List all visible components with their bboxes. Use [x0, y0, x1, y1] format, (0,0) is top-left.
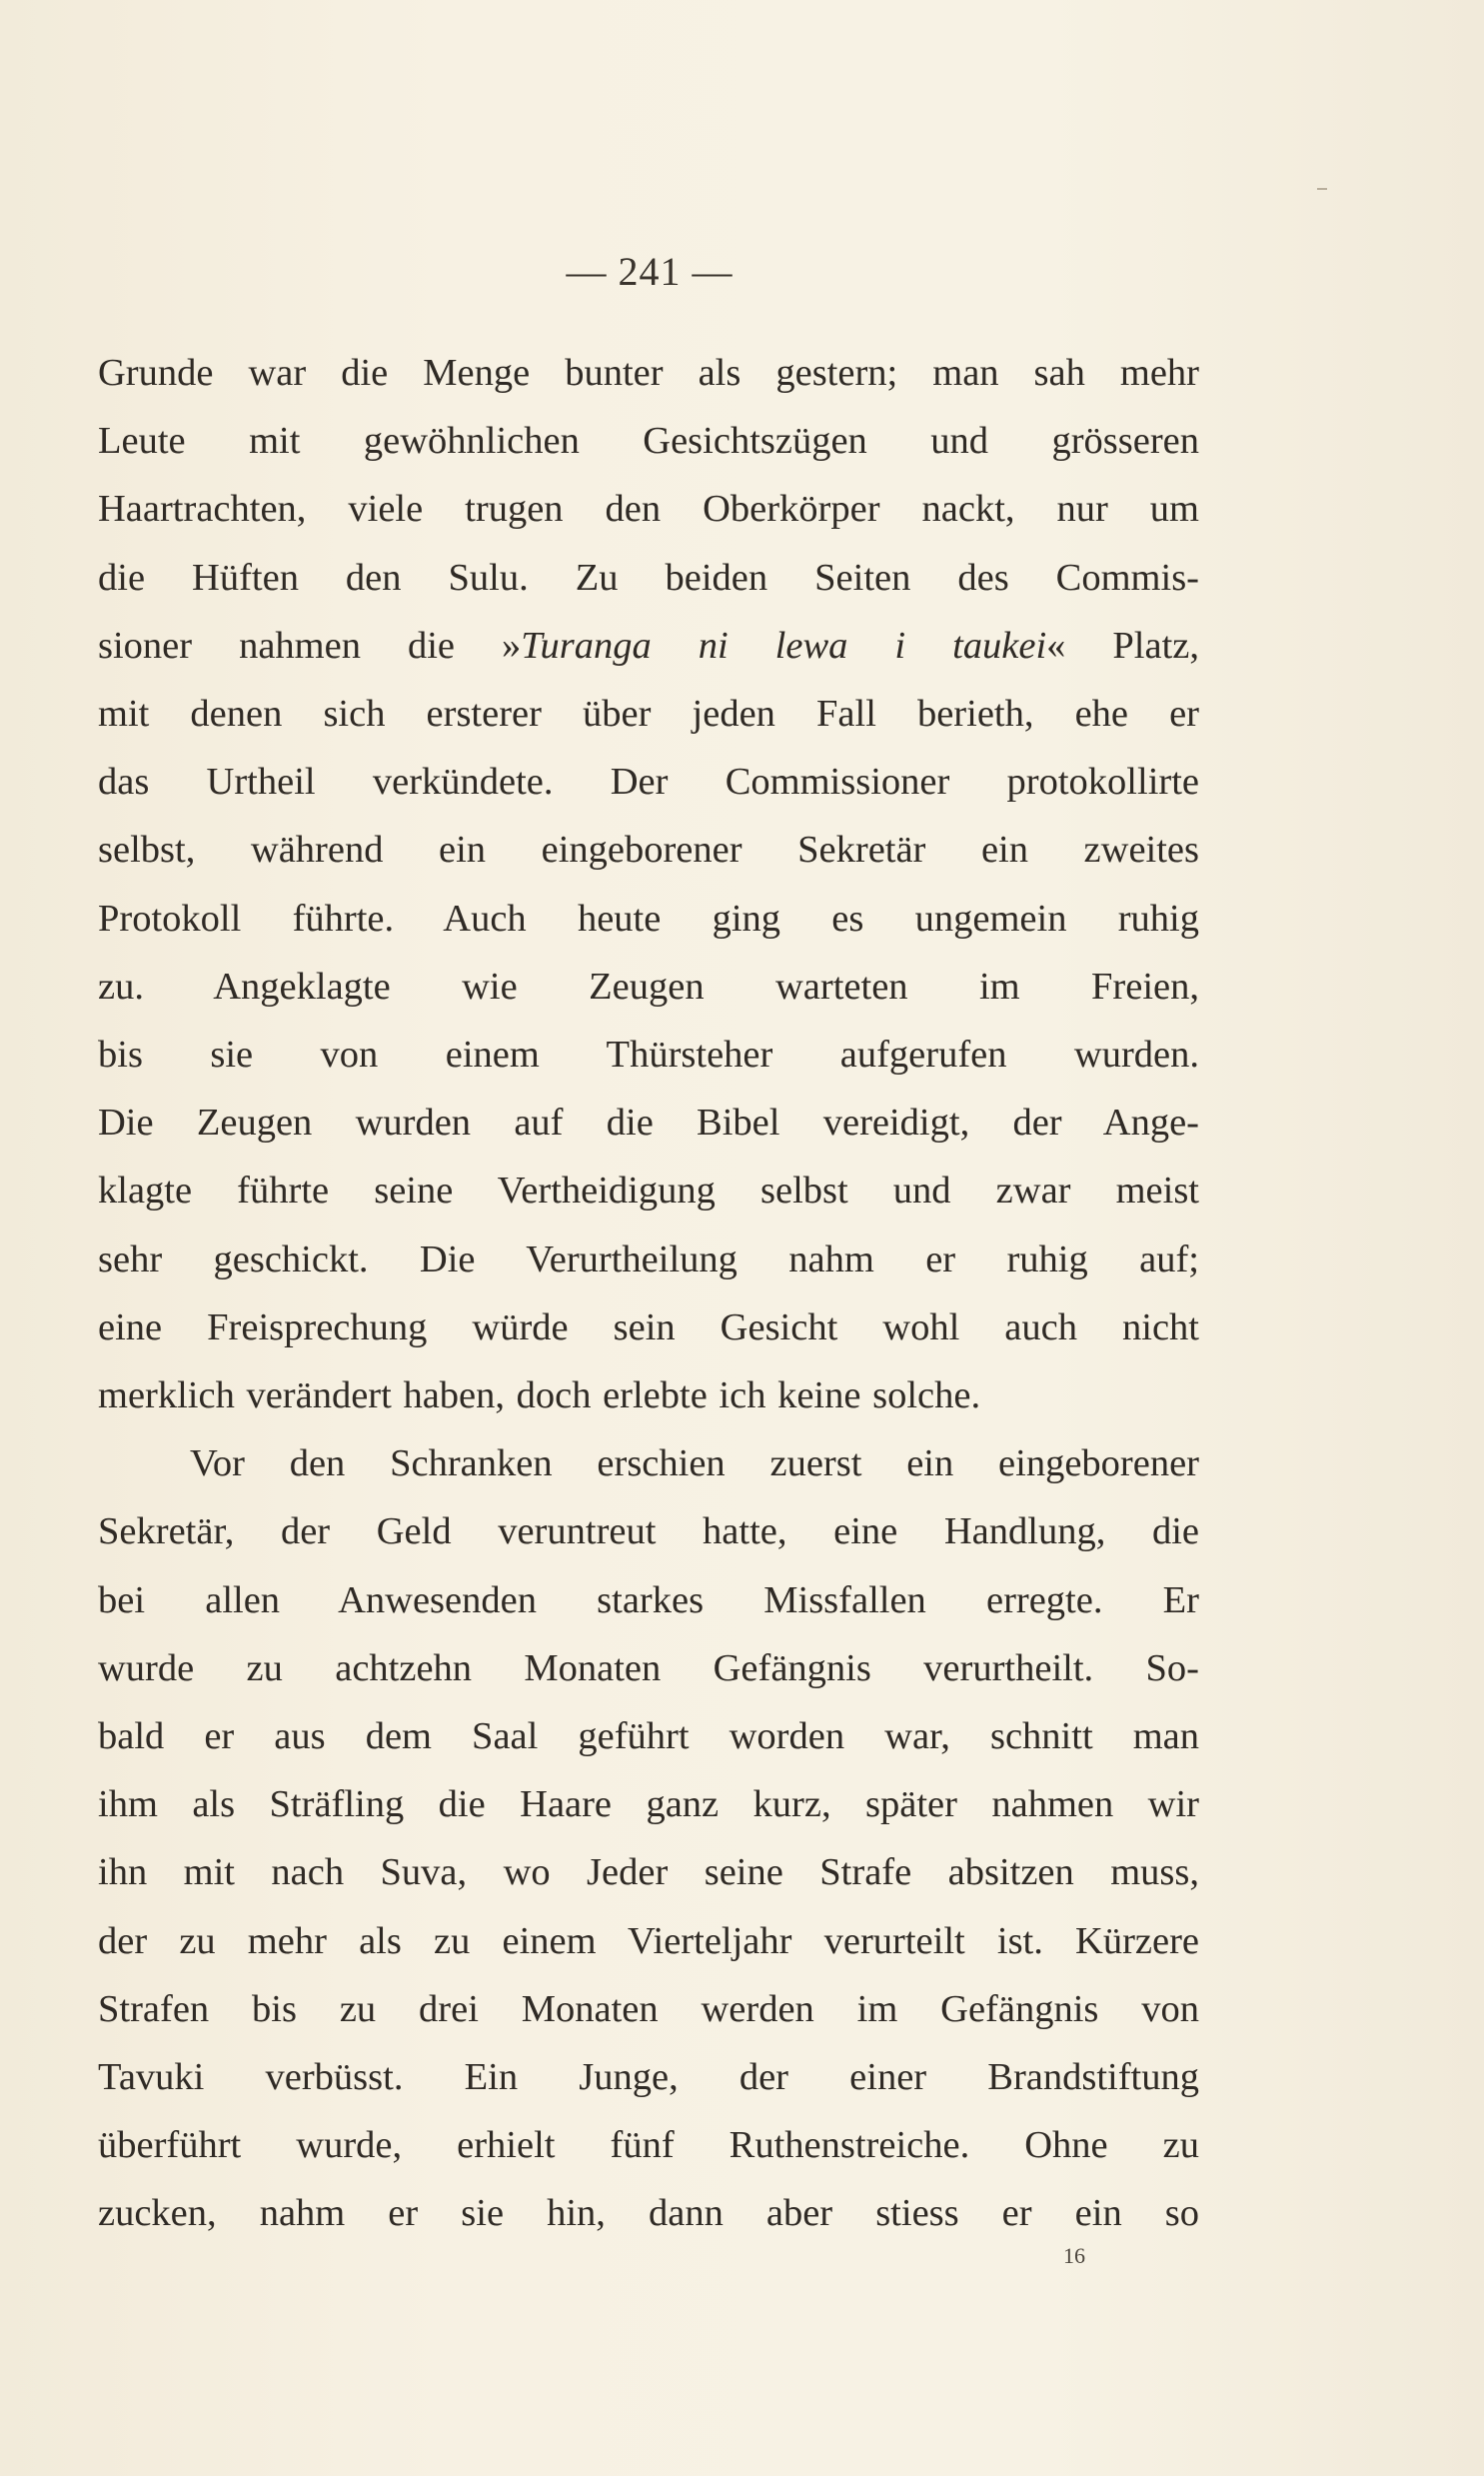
text-line: Strafen bis zu drei Monaten werden im Gefängnis von: [98, 1987, 1199, 2030]
text-line: bis sie von einem Thürsteher aufgerufen wurden.: [98, 1034, 1199, 1077]
text-line: Haartrachten, viele trugen den Oberkörper nackt, nur um: [98, 488, 1199, 531]
text-line: ihm als Sträfling die Haare ganz kurz, später nahmen wir: [98, 1783, 1199, 1826]
body-text: [98, 339, 1199, 2248]
text-line: zu. Angeklagte wie Zeugen warteten im Freien,: [98, 965, 1199, 1008]
text-line: Tavuki verbüsst. Ein Junge, der einer Brandstiftung: [98, 2056, 1199, 2099]
text-line: bald er aus dem Saal geführt worden war, schnitt man: [98, 1715, 1199, 1758]
text-line: überführt wurde, erhielt fünf Ruthenstreiche. Ohne zu: [98, 2124, 1199, 2167]
text-line: bei allen Anwesenden starkes Missfallen erregte. Er: [98, 1578, 1199, 1621]
text-line: Leute mit gewöhnlichen Gesichtszügen und grösseren: [98, 420, 1199, 463]
text-line: Protokoll führte. Auch heute ging es ungemein ruhig: [98, 897, 1199, 940]
text-line: sehr geschickt. Die Verurtheilung nahm er ruhig auf;: [98, 1238, 1199, 1280]
text-line: eine Freisprechung würde sein Gesicht wohl auch nicht: [98, 1305, 1199, 1348]
text-line: ihn mit nach Suva, wo Jeder seine Strafe absitzen muss,: [98, 1851, 1199, 1894]
text-line: der zu mehr als zu einem Vierteljahr verurteilt ist. Kürzere: [98, 1919, 1199, 1962]
text-line: das Urtheil verkündete. Der Commissioner protokollirte: [98, 761, 1199, 804]
text-line: selbst, während ein eingeborener Sekretär ein zweites: [98, 829, 1199, 872]
text-line: Die Zeugen wurden auf die Bibel vereidigt, der Ange-: [98, 1102, 1199, 1145]
text-line: zucken, nahm er sie hin, dann aber stiess er ein so: [98, 2192, 1199, 2235]
text-fragment: sioner nahmen die »: [98, 624, 522, 667]
page-number: — 241 —: [566, 249, 734, 294]
text-line-with-italic: [98, 612, 1199, 680]
text-line: mit denen sich ersterer über jeden Fall berieth, ehe er: [98, 693, 1199, 736]
text-line: Grunde war die Menge bunter als gestern; man sah mehr: [98, 352, 1199, 394]
text-line: merklich verändert haben, doch erlebte ich keine solche.: [98, 1374, 981, 1417]
paper-speck: [1317, 188, 1327, 190]
text-line: wurde zu achtzehn Monaten Gefängnis verurtheilt. So-: [98, 1646, 1199, 1689]
italic-phrase: Turanga ni lewa i taukei: [521, 624, 1047, 667]
text-line: klagte führte seine Vertheidigung selbst und zwar meist: [98, 1170, 1199, 1213]
text-fragment: « Platz,: [1046, 624, 1200, 667]
text-line: die Hüften den Sulu. Zu beiden Seiten des Commis-: [98, 556, 1199, 599]
signature-mark: 16: [1063, 2243, 1085, 2268]
text-line: Sekretär, der Geld veruntreut hatte, eine Handlung, die: [98, 1510, 1199, 1553]
paragraph-first-line: Vor den Schranken erschien zuerst ein eingeborener: [190, 1442, 1199, 1485]
